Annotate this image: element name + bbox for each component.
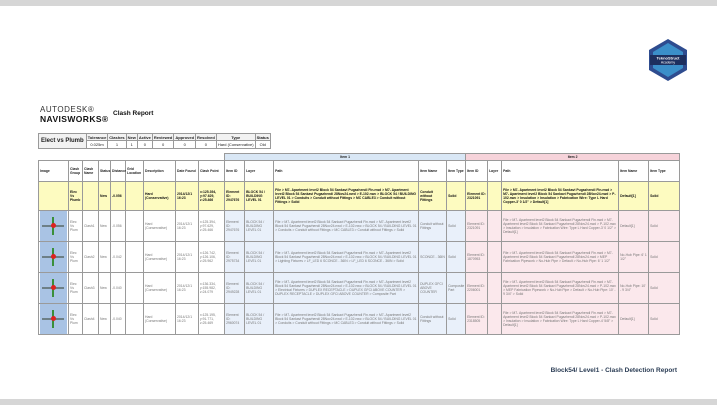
- item2-group-header: Item 2: [466, 154, 680, 161]
- cell-grid-location: [126, 242, 144, 273]
- clash-row[interactable]: [39, 273, 680, 304]
- cell-item1-id: Element ID: 2949228: [225, 273, 245, 304]
- summary-value: 0: [152, 141, 173, 149]
- cell-grid-location: [126, 273, 144, 304]
- cell-clash-name: Clash2: [83, 242, 99, 273]
- svg-text:TeknoStruct: TeknoStruct: [656, 55, 680, 61]
- cell-clash-name: Clash1: [83, 211, 99, 242]
- cell-item2-path: File > M7- Apartment level2 Block 54 Sankavi Pugazhendi Fin.nwd > M7- Apartment level2 Block 54 Sankavi Pugazhendi 28Nov24.nwd > P-102.nwc > MEP Fabrication Pipework > No-Hub Pipe > Default > No-Hub Pipe: 10' - 9 3/4" > Solid: [502, 273, 619, 304]
- clash-thumbnail: [39, 273, 69, 304]
- column-header: Item Name: [619, 161, 649, 182]
- cell-clash-name: Clash4: [83, 304, 99, 335]
- cell-item2-type: Solid: [649, 304, 680, 335]
- cell-clash-point: x:125.394, y:97.629, z:25.466: [199, 182, 225, 211]
- cell-item2-id: Element ID: 2321091: [466, 211, 488, 242]
- cell-description: Hard (Conservative): [144, 273, 176, 304]
- cell-distance: -0.056: [111, 211, 126, 242]
- cell-item1-path: File > M7- Apartment level2 Block 54 Sankavi Pugazhendi Fin.nwd > M7- Apartment level2 Block 54 Sankavi Pugazhendi 28Nov24.nwd > E-102.nwc > BLOCK 54 / BUILDING LEVEL 01 > Conduits > Conduit without Fittings > MC CABLE3 > Conduit without Fittings > Solid: [274, 211, 419, 242]
- cell-item2-name: Default[1]: [619, 182, 649, 211]
- summary-header: Status: [256, 134, 269, 140]
- cell-distance: -0.040: [111, 304, 126, 335]
- cell-clash-group: Elec Vs Plum: [69, 304, 83, 335]
- clash-row[interactable]: [39, 304, 680, 335]
- cell-item2-name: Default[1]: [619, 304, 649, 335]
- cell-item2-id: Element ID: 2206001: [466, 273, 488, 304]
- column-header: Item ID: [466, 161, 488, 182]
- cell-item2-id: Element ID: 2318505: [466, 304, 488, 335]
- cell-item2-layer: [488, 242, 502, 273]
- cell-item1-layer: BLOCK 54 / BUILDING LEVEL 01: [245, 242, 274, 273]
- summary-header: Approved: [175, 134, 195, 140]
- summary-value: 1: [126, 141, 137, 149]
- cell-item1-type: Solid: [447, 242, 466, 273]
- cell-item2-type: Solid: [649, 182, 680, 211]
- column-header: Item Type: [649, 161, 680, 182]
- column-header: Item Name: [419, 161, 447, 182]
- cell-item2-path: File > M7- Apartment level2 Block 54 Sankavi Pugazhendi Fin.nwd > M7- Apartment level2 Block 54 Sankavi Pugazhendi 28Nov24.nwd > P-102.nwc > Insulation > Insulation > Fabrication Wire: Type L Hard Copper-3' 0 1/2" > Default[1]: [502, 211, 619, 242]
- summary-header: Resolved: [197, 134, 215, 140]
- summary-value: Hard (Conservative): [217, 142, 254, 147]
- cell-status: New: [99, 211, 111, 242]
- summary-value: 0.025m: [86, 141, 108, 149]
- cell-item1-type: Composite Part: [447, 273, 466, 304]
- cell-grid-location: [126, 304, 144, 335]
- test-name: Elect vs Plumb: [39, 134, 87, 149]
- clash-thumbnail: [39, 242, 69, 273]
- summary-header: Clashes: [109, 134, 125, 140]
- column-header: Image: [39, 161, 69, 182]
- summary-header: Tolerance: [87, 134, 107, 140]
- column-header: Layer: [488, 161, 502, 182]
- cell-item1-name: Conduit without Fittings: [419, 211, 447, 242]
- cell-distance: -0.040: [111, 273, 126, 304]
- cell-item1-layer: BLOCK 54 / BUILDING LEVEL 01: [245, 304, 274, 335]
- cell-status: New: [99, 182, 111, 211]
- column-header: Description: [144, 161, 176, 182]
- cell-item2-layer: [488, 273, 502, 304]
- cell-grid-location: [126, 182, 144, 211]
- summary-value: 0: [196, 141, 217, 149]
- column-header: Path: [274, 161, 419, 182]
- cell-description: Hard (Conservative): [144, 211, 176, 242]
- cell-item1-name: SCONCE - 36IN: [419, 242, 447, 273]
- cell-status: New: [99, 304, 111, 335]
- cell-distance: -0.056: [111, 182, 126, 211]
- report-title: Clash Report: [113, 110, 154, 117]
- svg-text:Academy: Academy: [660, 60, 676, 65]
- cell-item2-id: Element ID: 2321091: [466, 182, 488, 211]
- cell-clash-group: Elec Vs Plum: [69, 211, 83, 242]
- cell-item2-type: Solid: [649, 242, 680, 273]
- cell-description: Hard (Conservative): [144, 182, 176, 211]
- cell-clash-group: Elec Vs Plum: [69, 242, 83, 273]
- cell-clash-group: Elec Vs Plumb: [69, 182, 83, 211]
- teknostruct-logo: [646, 38, 690, 82]
- column-header: Item Type: [447, 161, 466, 182]
- top-border: [0, 0, 717, 6]
- group-image-cell: [39, 182, 69, 211]
- cell-description: Hard (Conservative): [144, 304, 176, 335]
- cell-clash-point: x:125.195, y:91.771, z:25.469: [199, 304, 225, 335]
- cell-item2-name: No-Hub Pipe: 10' - 9 3/4": [619, 273, 649, 304]
- cell-item1-id: Element ID: 2947676: [225, 182, 245, 211]
- clash-thumbnail: [39, 211, 69, 242]
- brand-line-1: AUTODESK®: [40, 105, 95, 114]
- column-header: Status: [99, 161, 111, 182]
- column-header: Layer: [245, 161, 274, 182]
- cell-date-found: 2014/12/1 16:23: [176, 304, 199, 335]
- autodesk-navisworks-brand: [40, 106, 109, 124]
- cell-item1-path: File > M7- Apartment level2 Block 54 Sankavi Pugazhendi Fin.nwd > M7- Apartment level2 Block 54 Sankavi Pugazhendi 28Nov24.nwd > E-102.nwc > BLOCK 54 / BUILDING LEVEL 01 > Lighting Fixtures > LF_LED 6 SCONCE - 36IN > LF_LED 6 SCONCE - 36IN > Solid: [274, 242, 419, 273]
- cell-distance: -0.042: [111, 242, 126, 273]
- column-header: Clash Name: [83, 161, 99, 182]
- column-header: Clash Group: [69, 161, 83, 182]
- cell-clash-point: x:126.742, y:126.106, z:25.962: [199, 242, 225, 273]
- cell-item1-type: Solid: [447, 211, 466, 242]
- summary-header: Active: [138, 134, 151, 140]
- column-header: Item ID: [225, 161, 245, 182]
- cell-date-found: 2014/12/1 16:23: [176, 273, 199, 304]
- cell-clash-name: Clash3: [83, 273, 99, 304]
- cell-item2-name: No-Hub Pipe: 6' 1 1/2": [619, 242, 649, 273]
- cell-clash-name: [83, 182, 99, 211]
- summary-value: Old: [255, 141, 270, 149]
- cell-item1-id: Element ID: 2975734: [225, 242, 245, 273]
- clash-thumbnail: [39, 304, 69, 335]
- summary-value: 0: [174, 141, 196, 149]
- cell-item1-name: Conduit without Fittings: [419, 304, 447, 335]
- summary-value: 0: [137, 141, 152, 149]
- cell-clash-point: x:125.394, y:97.629, z:25.466: [199, 211, 225, 242]
- cell-item1-type: Solid: [447, 182, 466, 211]
- cell-item1-layer: BLOCK 54 / BUILDING LEVEL 01: [245, 182, 274, 211]
- cell-status: New: [99, 242, 111, 273]
- cell-item1-name: DUPLEX GFCI ABOVE COUNTER: [419, 273, 447, 304]
- report-footer: Block54/ Level1 - Clash Detection Report: [550, 367, 677, 374]
- item1-group-header: Item 1: [225, 154, 466, 161]
- column-header: Grid Location: [126, 161, 144, 182]
- clash-group-row[interactable]: [39, 182, 680, 211]
- bottom-border: [0, 399, 717, 405]
- column-header: Distance: [111, 161, 126, 182]
- summary-value: 1: [108, 141, 126, 149]
- cell-item2-layer: [488, 304, 502, 335]
- summary-table: [38, 133, 271, 149]
- clash-row[interactable]: [39, 242, 680, 273]
- cell-clash-point: x:136.334, y:155.982, z:24.079: [199, 273, 225, 304]
- cell-item2-path: File > M7- Apartment level2 Block 54 Sankavi Pugazhendi Fin.nwd > M7- Apartment level2 Block 54 Sankavi Pugazhendi 28Nov24.nwd > MEP Fabrication Pipework > No-Hub Pipe > Default > No-Hub Pipe: 6' 1 1/2": [502, 242, 619, 273]
- cell-item1-path: File > M7- Apartment level2 Block 54 Sankavi Pugazhendi Fin.nwd > M7- Apartment level2 Block 54 Sankavi Pugazhendi 28Nov24.nwd > E-102.nwc > BLOCK 54 / BUILDING LEVEL 01 > Conduits > Conduit without Fittings > MC CABLE3 > Conduit without Fittings > Solid: [274, 182, 419, 211]
- brand-line-2: NAVISWORKS®: [40, 114, 109, 124]
- cell-item1-id: Element ID: 2960074: [225, 304, 245, 335]
- cell-item2-layer: [488, 211, 502, 242]
- cell-date-found: 2014/12/1 16:23: [176, 242, 199, 273]
- cell-item1-path: File > M7- Apartment level2 Block 54 Sankavi Pugazhendi Fin.nwd > M7- Apartment level2 Block 54 Sankavi Pugazhendi 28Nov24.nwd > E-102.nwc > BLOCK 54 / BUILDING LEVEL 01 > Conduits > Conduit without Fittings > MC CABLE3 > Conduit without Fittings > Solid: [274, 304, 419, 335]
- cell-grid-location: [126, 211, 144, 242]
- cell-item1-layer: BLOCK 54 / BUILDING LEVEL 01: [245, 273, 274, 304]
- cell-item1-id: Element ID: 2947676: [225, 211, 245, 242]
- cell-item2-layer: [488, 182, 502, 211]
- cell-item2-path: File > M7- Apartment level2 Block 54 Sankavi Pugazhendi Fin.nwd > M7- Apartment level2 Block 54 Sankavi Pugazhendi 28Nov24.nwd > P-102.nwc > Insulation > Insulation > Fabrication Wire: Type L Hard Copper-3' 0 1/2" > Default[1]: [502, 182, 619, 211]
- cell-item1-name: Conduit without Fittings: [419, 182, 447, 211]
- column-header: Clash Point: [199, 161, 225, 182]
- cell-item2-type: Solid: [649, 273, 680, 304]
- cell-date-found: 2014/12/1 16:23: [176, 211, 199, 242]
- cell-clash-group: Elec Vs Plum: [69, 273, 83, 304]
- clash-row[interactable]: [39, 211, 680, 242]
- summary-header: New: [127, 134, 136, 140]
- cell-item2-name: Default[1]: [619, 211, 649, 242]
- cell-date-found: 2014/12/1 16:23: [176, 182, 199, 211]
- summary-header: Type: [216, 134, 255, 141]
- cell-item1-type: Solid: [447, 304, 466, 335]
- column-header: Date Found: [176, 161, 199, 182]
- column-header: Path: [502, 161, 619, 182]
- cell-item1-layer: BLOCK 54 / BUILDING LEVEL 01: [245, 211, 274, 242]
- cell-item2-id: Element ID: 1870953: [466, 242, 488, 273]
- cell-description: Hard (Conservative): [144, 242, 176, 273]
- summary-header: Reviewed: [153, 134, 173, 140]
- cell-item2-path: File > M7- Apartment level2 Block 54 Sankavi Pugazhendi Fin.nwd > M7- Apartment level2 Block 54 Sankavi Pugazhendi 28Nov24.nwd > P-102.nwc > Insulation > Insulation > Fabrication Wire: Type L Hard Copper-4' 5/8" > Default[1]: [502, 304, 619, 335]
- clash-results-table: [38, 153, 680, 335]
- cell-status: New: [99, 273, 111, 304]
- cell-item2-type: Solid: [649, 211, 680, 242]
- cell-item1-path: File > M7- Apartment level2 Block 54 Sankavi Pugazhendi Fin.nwd > M7- Apartment level2 Block 54 Sankavi Pugazhendi 28Nov24.nwd > E-102.nwc > BLOCK 54 / BUILDING LEVEL 01 > Electrical Fixtures > DUPLEX RECEPTACLE > DUPLEX GFCI ABOVE COUNTER > DUPLEX RECEPTACLE > DUPLEX GFCI ABOVE COUNTER > Composite Part: [274, 273, 419, 304]
